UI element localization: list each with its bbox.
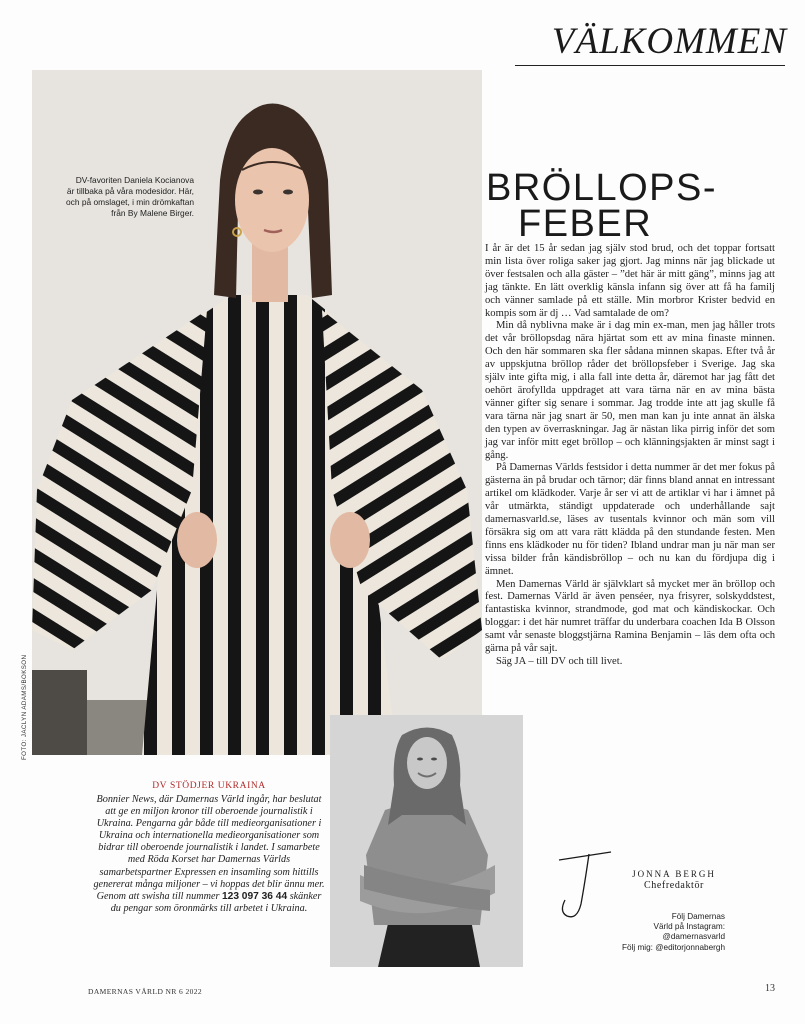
paragraph: På Damernas Världs festsidor i detta nummer är det mer fokus på gästerna än på brudar och tärnor; där finns bland annat en intressant artikel om klädkoder. Varje år ser vi att de artiklar vi har i ämnet på vår utmärkta, ständigt uppdaterade och underhållande sajt damernasvarld.se, läses av tusentals kvinnor och män som vill försäkra sig om att vara rätt klädda på den stundande festen. Men finns ens klädkoder nu för tiden? Ibland undrar man ju när man ser vissa bilder från kändisbröllop – och nu kan du fördjupa dig i ämnet. xyxy=(485,462,775,577)
page-number: 13 xyxy=(765,983,775,994)
sidebar-text xyxy=(92,794,326,915)
author-role: Chefredaktör xyxy=(644,880,704,891)
headline-line-1: BRÖLLOPS- xyxy=(486,167,718,209)
editorial-body xyxy=(485,243,775,669)
hero-photo xyxy=(32,70,482,755)
follow-info xyxy=(610,912,725,953)
ukraine-sidebar xyxy=(92,780,326,915)
section-title: VÄLKOMMEN xyxy=(551,21,787,62)
title-rule xyxy=(515,65,785,66)
sidebar-title: DV STÖDJER UKRAINA xyxy=(152,781,266,791)
article-headline xyxy=(486,167,718,245)
swish-number: 123 097 36 44 xyxy=(221,890,288,902)
paragraph: I år är det 15 år sedan jag själv stod brud, och det toppar fortsatt min lista över roliga saker jag gjort. Jag minns när jag blickade ut över festsalen och alla gäster – ”det här är mitt gäng”, minns jag att jag tänkte. En lätt overklig känsla infann sig över att få ha familj och vänner samlade på ett ställe. Min morbror Krister bedvid en kompis som är dj … Vad samtalade de om? xyxy=(485,243,775,319)
paragraph: Min då nyblivna make är i dag min ex-man, men jag håller trots det vår bröllopsdag nära hjärtat som ett av mina finaste minnen. Och den här sommaren ska fler sådana minnen skapas. Efter två år av uppskjutna bröllop råder det bröllopsfeber i Sverige. Jag ska själv inte gifta mig, i alla fall inte detta år, däremot har jag fått det oehört ärofyllda uppdraget att vara tärna när en av mina bästa vänner gifter sig senare i sommar. Jag trodde inte att jag skulle få vara tärna när jag snart är 50, men man kan ju inte annat än älska den typen av överraskningar. Jag är nästan lika pirrig inför det som jag var inför mitt eget bröllop – och klänningsjakten är minst sagt i gång. xyxy=(485,320,775,461)
photo-caption: DV-favoriten Daniela Kocianova är tillbaka på våra modesidor. Här, och på omslaget, i min drömkaftan från By Malene Birger. xyxy=(66,175,195,218)
paragraph: Säg JA – till DV och till livet. xyxy=(496,656,623,667)
signature-graphic xyxy=(555,832,615,922)
editor-portrait xyxy=(330,715,523,967)
follow-line: Följ Damernas xyxy=(671,912,725,921)
magazine-footer: DAMERNAS VÄRLD NR 6 2022 xyxy=(88,987,203,996)
editor-handle: Följ mig: @editorjonnabergh xyxy=(622,942,725,952)
headline-line-2: FEBER xyxy=(518,203,653,245)
sidebar-text-part-2: skänker du pengar som öronmärks till arbetet i Ukraina. xyxy=(110,890,322,914)
sidebar-text-part-1: Bonnier News, där Damernas Värld ingår, har beslutat att ge en miljon kronor till oberoende journalistik i Ukraina. Pengarna går både till medieorganisationer i Ukraina och internationella medieorganisationer som bidrar till oberoende journalistik i landet. I samarbete med Röda Korset har Damernas Världs samarbetspartner Expressen en insamling som hittills genererat många miljoner – vi hoppas det blir ännu mer. Genom att swisha till nummer xyxy=(93,794,325,902)
paragraph: Men Damernas Värld är självklart så mycket mer än bröllop och fest. Damernas Värld är även penséer, nya frisyrer, solskyddstest, fantastiska kvinnor, strandmode, god mat och kändiskockar. Och bloggar: i det här numret träffar du underbara coachen Ida B Olsson samt vår senaste bloggstjärna Ramina Benjamin – läs dem ofta och gärna på vår sajt. xyxy=(485,578,775,655)
follow-line: Värld på Instagram: xyxy=(653,922,725,932)
photo-credit: FOTO: JACLYN ADAMS/BOKSON xyxy=(21,654,28,760)
author-name: JONNA BERGH xyxy=(632,869,716,879)
instagram-handle: @damernasvarld xyxy=(662,932,725,942)
